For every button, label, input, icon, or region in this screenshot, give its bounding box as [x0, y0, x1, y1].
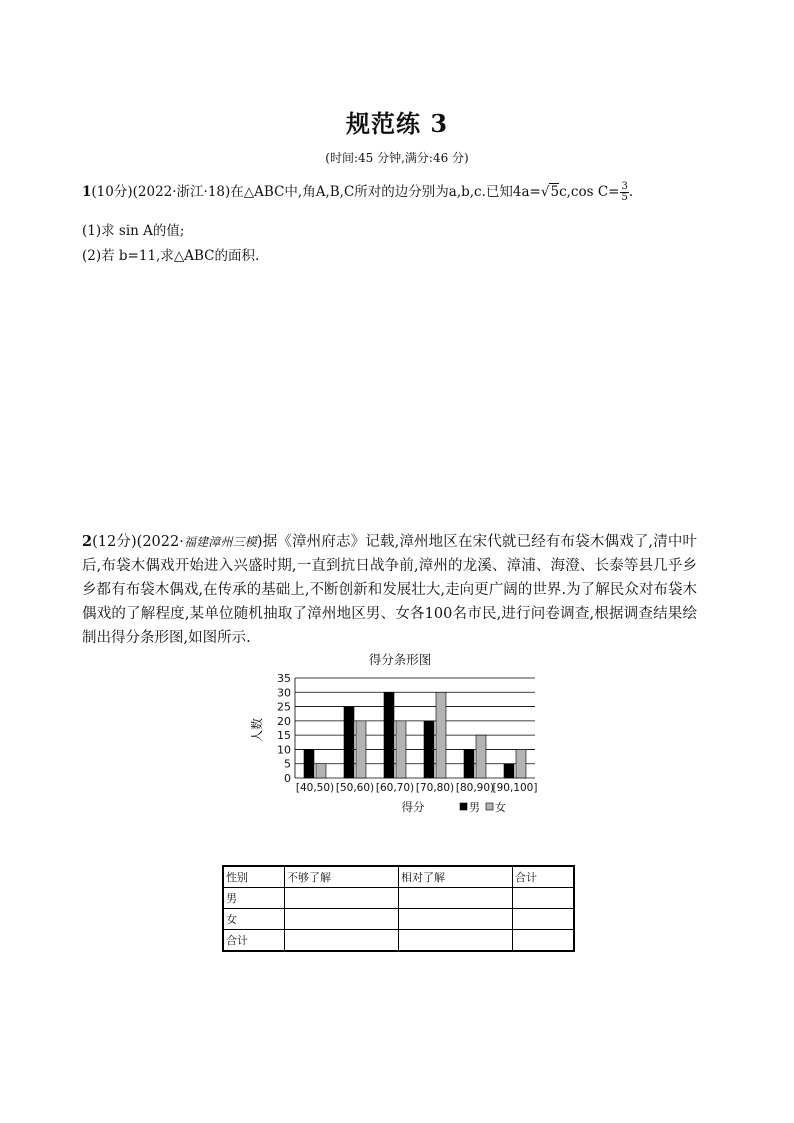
bar-male	[304, 749, 314, 778]
bar-female	[476, 735, 486, 778]
chart-grid	[295, 678, 535, 778]
bar-male	[464, 749, 474, 778]
question-2-stem	[82, 530, 697, 650]
legend-label: 男	[469, 801, 480, 814]
bar-female	[516, 749, 526, 778]
contingency-table	[222, 865, 575, 952]
y-tick-label: 0	[284, 772, 291, 785]
question-2-source-name: 福建漳州三模	[183, 535, 257, 549]
table-cell[interactable]	[513, 909, 575, 930]
x-tick-label: [40,50)	[295, 782, 335, 794]
bar-male	[504, 764, 514, 778]
question-1-sqrt-content: 5	[550, 184, 560, 200]
x-tick-label: [70,80)	[415, 782, 455, 794]
x-tick-label: [80,90)	[455, 782, 495, 794]
y-tick-label: 5	[284, 757, 291, 771]
x-tick-label: [60,70)	[375, 782, 415, 794]
score-bar-chart	[250, 648, 550, 818]
y-tick-label: 35	[277, 672, 291, 685]
x-tick-labels	[296, 782, 538, 794]
legend-swatch	[460, 803, 467, 810]
y-axis-label: 人数	[250, 717, 264, 743]
table-header-cell: 不够了解	[285, 866, 399, 888]
question-1-fraction	[620, 182, 628, 203]
bar-female	[316, 764, 326, 778]
question-2-score: (12分)	[92, 534, 137, 550]
question-1-source: (2022·浙江·18)	[132, 184, 231, 200]
chart-legend	[460, 800, 506, 814]
fraction-numerator: 3	[621, 181, 628, 192]
table-cell[interactable]	[399, 888, 513, 909]
table-cell[interactable]	[285, 888, 399, 909]
x-tick-label: [50,60)	[335, 782, 375, 794]
y-tick-label: 15	[277, 729, 291, 743]
page-subtitle: (时间:45 分钟,满分:46 分)	[325, 151, 469, 165]
table-cell[interactable]	[285, 930, 399, 952]
bar-female	[396, 721, 406, 778]
question-2-number: 2	[82, 533, 93, 550]
question-1-number: 1	[82, 184, 92, 200]
chart-title: 得分条形图	[368, 652, 432, 667]
legend-label: 女	[495, 801, 506, 814]
y-tick-label: 20	[277, 714, 291, 728]
question-1-text-a: 在△ABC中,角A,B,C所对的边分别为a,b,c.已知4a=	[230, 184, 541, 200]
page-title: 规范练 3	[345, 109, 449, 138]
table-header-cell: 合计	[513, 866, 575, 888]
y-tick-label: 25	[277, 700, 291, 714]
table-cell[interactable]	[399, 930, 513, 952]
question-1-text-c: .	[628, 184, 634, 200]
question-2-body: 据《漳州府志》记载,漳州地区在宋代就已经有布袋木偶戏了,清中叶后,布袋木偶戏开始进入兴盛时期,一直到抗日战争前,漳州的龙溪、漳浦、海澄、长泰等县几乎乡乡都有布袋木偶戏,在传承的基础上,不断创新和发展壮大,走向更广阔的世界.为了解民众对布袋木偶戏的了解程度,某单位随机抽取了漳州地区男、女各100名市民,进行问卷调查,根据调查结果绘制出得分条形图,如图所示.	[82, 534, 697, 646]
bar-male	[344, 707, 354, 778]
y-tick-label: 10	[277, 743, 291, 757]
table-row	[223, 930, 574, 952]
bar-male	[424, 721, 434, 778]
bar-male	[384, 692, 394, 778]
legend-swatch	[486, 803, 493, 810]
x-axis-label: 得分	[401, 800, 425, 814]
question-2-source-close: )	[256, 534, 263, 550]
y-tick-label: 30	[277, 686, 291, 700]
question-1-score: (10分)	[91, 184, 133, 200]
table-header-cell: 性别	[223, 866, 285, 888]
question-1-part-1: (1)求 sin A的值;	[82, 223, 185, 239]
table-cell[interactable]	[285, 909, 399, 930]
table-cell[interactable]	[399, 909, 513, 930]
table-row	[223, 888, 574, 909]
x-tick-label: [90,100]	[492, 782, 538, 794]
table-cell: 合计	[223, 930, 285, 952]
y-tick-labels	[277, 672, 291, 785]
chart-svg	[250, 648, 550, 818]
question-1-text-b: c,cos C=	[559, 184, 620, 200]
table-cell[interactable]	[513, 930, 575, 952]
bar-female	[356, 721, 366, 778]
table-cell: 女	[223, 909, 285, 930]
bar-female	[436, 692, 446, 778]
table-header-cell: 相对了解	[399, 866, 513, 888]
table-cell[interactable]	[513, 888, 575, 909]
fraction-denominator: 5	[621, 192, 628, 203]
question-1-part-2: (2)若 b=11,求△ABC的面积.	[82, 248, 260, 264]
question-2-source-open: (2022·	[136, 534, 184, 550]
question-1-stem: 1(10分)(2022·浙江·18)在△ABC中,角A,B,C所对的边分别为a,b,c.已知4a=√5c,cos C= $\frac{3}{5}$ .	[82, 181, 634, 203]
table-cell: 男	[223, 888, 285, 909]
table-header-row	[223, 866, 574, 888]
table-row	[223, 909, 574, 930]
